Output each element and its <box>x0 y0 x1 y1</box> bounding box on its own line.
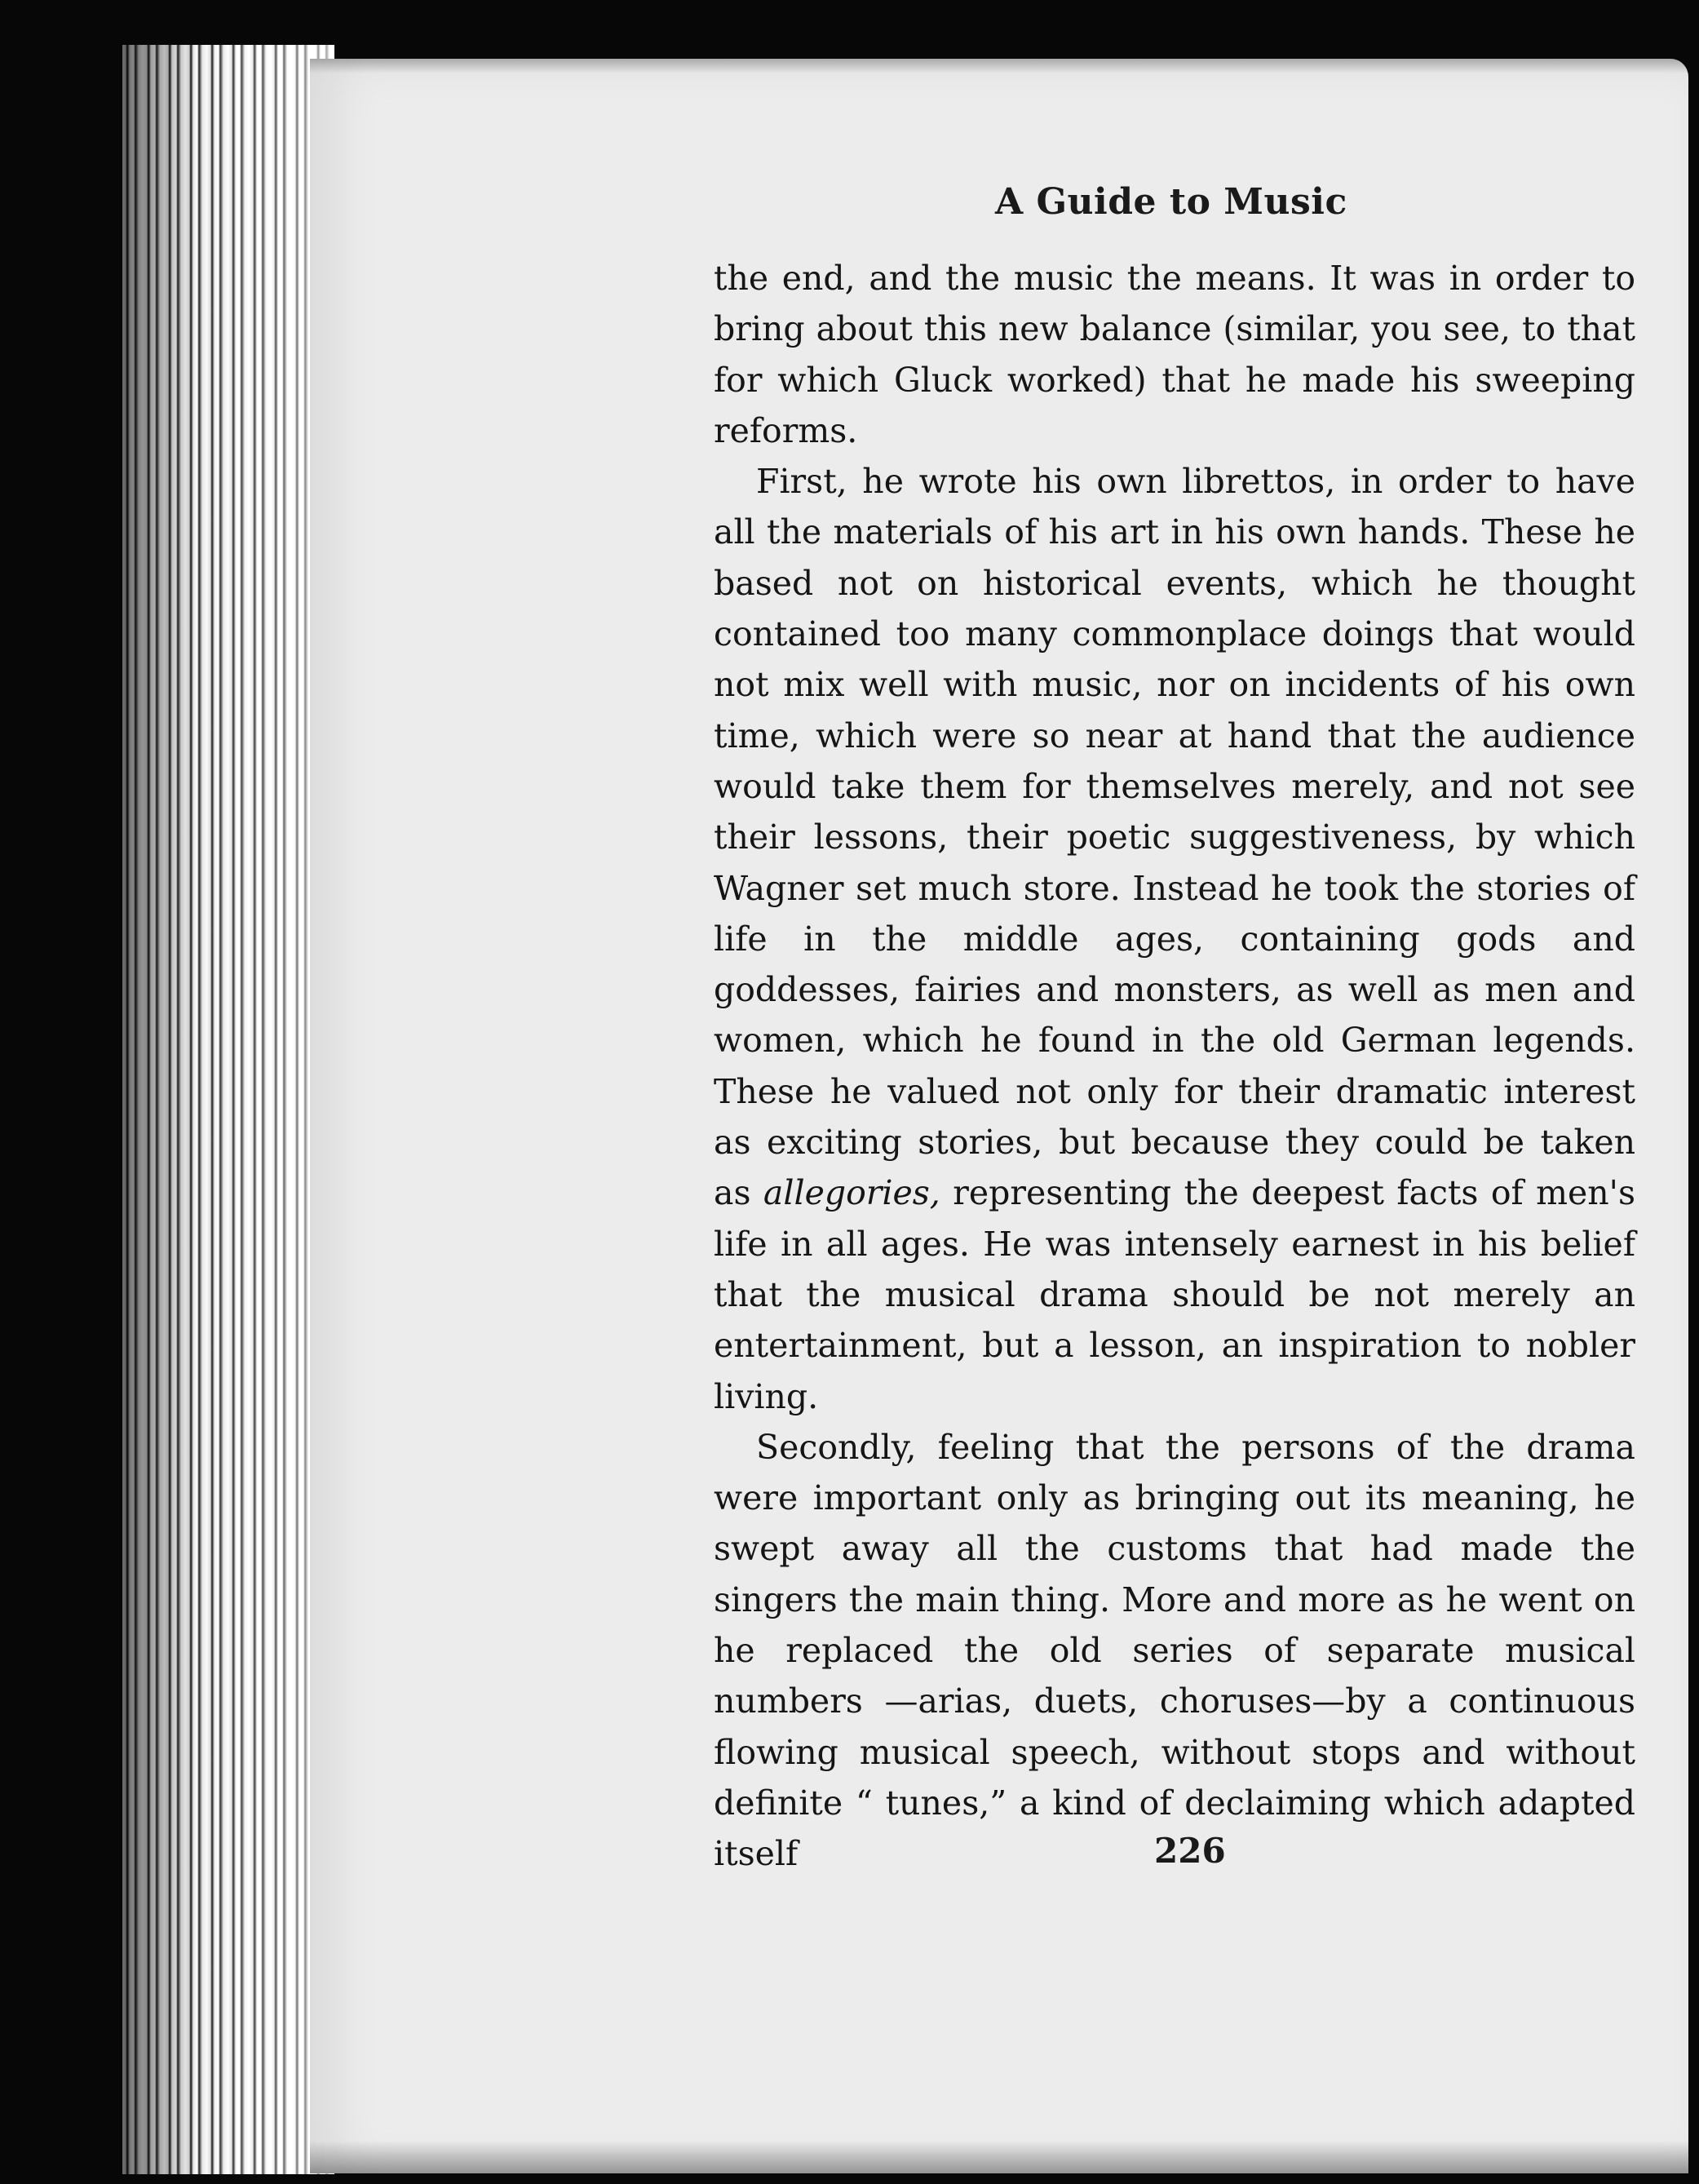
paragraph-text: First, he wrote his own librettos, in order to have all the materials of his art in his own hands. These he based not on historical events, which he thought contained too many commonplace doings that would not mix well with music, nor on incidents of his own time, which were so near at hand that the audience would take them for themselves merely, and not see their lessons, their poetic suggestiveness, by which Wagner set much store. Instead he took the stories of life in the middle ages, containing gods and goddesses, fairies and monsters, as well as men and women, which he found in the old German legends. These he valued not only for their dramatic interest as exciting stories, but because they could be taken as <box>714 462 1635 1213</box>
italic-term: allegories, <box>763 1173 940 1213</box>
paragraph-continued: the end, and the music the means. It was in order to bring about this new balance (similar, you see, to that for which Gluck worked) that he made his sweeping reforms. <box>714 259 1635 450</box>
paragraph-second-reform: Secondly, feeling that the persons of the drama were important only as bringing out its meaning, he swept away all the customs that had made the singers the main thing. More and more as he went on he replaced the old series of separate musical numbers —arias, duets, choruses—by a continuous flowing musical speech, without stops and without definite “ tunes,” a kind of declaiming which adapted itself <box>714 1427 1635 1874</box>
top-shadow <box>310 59 1688 73</box>
book-page-edges <box>122 45 334 2174</box>
running-head: A Guide to Music <box>995 181 1347 223</box>
bottom-shadow <box>310 2141 1688 2173</box>
paragraph-first-reform <box>714 456 1635 1422</box>
body-text <box>714 253 1635 1880</box>
paragraph-text: representing the deepest facts of men's life in all ages. He was intensely earnest in his belief that the musical drama should be not merely an entertainment, but a lesson, an inspiration to nobler living. <box>714 1173 1635 1416</box>
page-number: 226 <box>1154 1831 1226 1871</box>
